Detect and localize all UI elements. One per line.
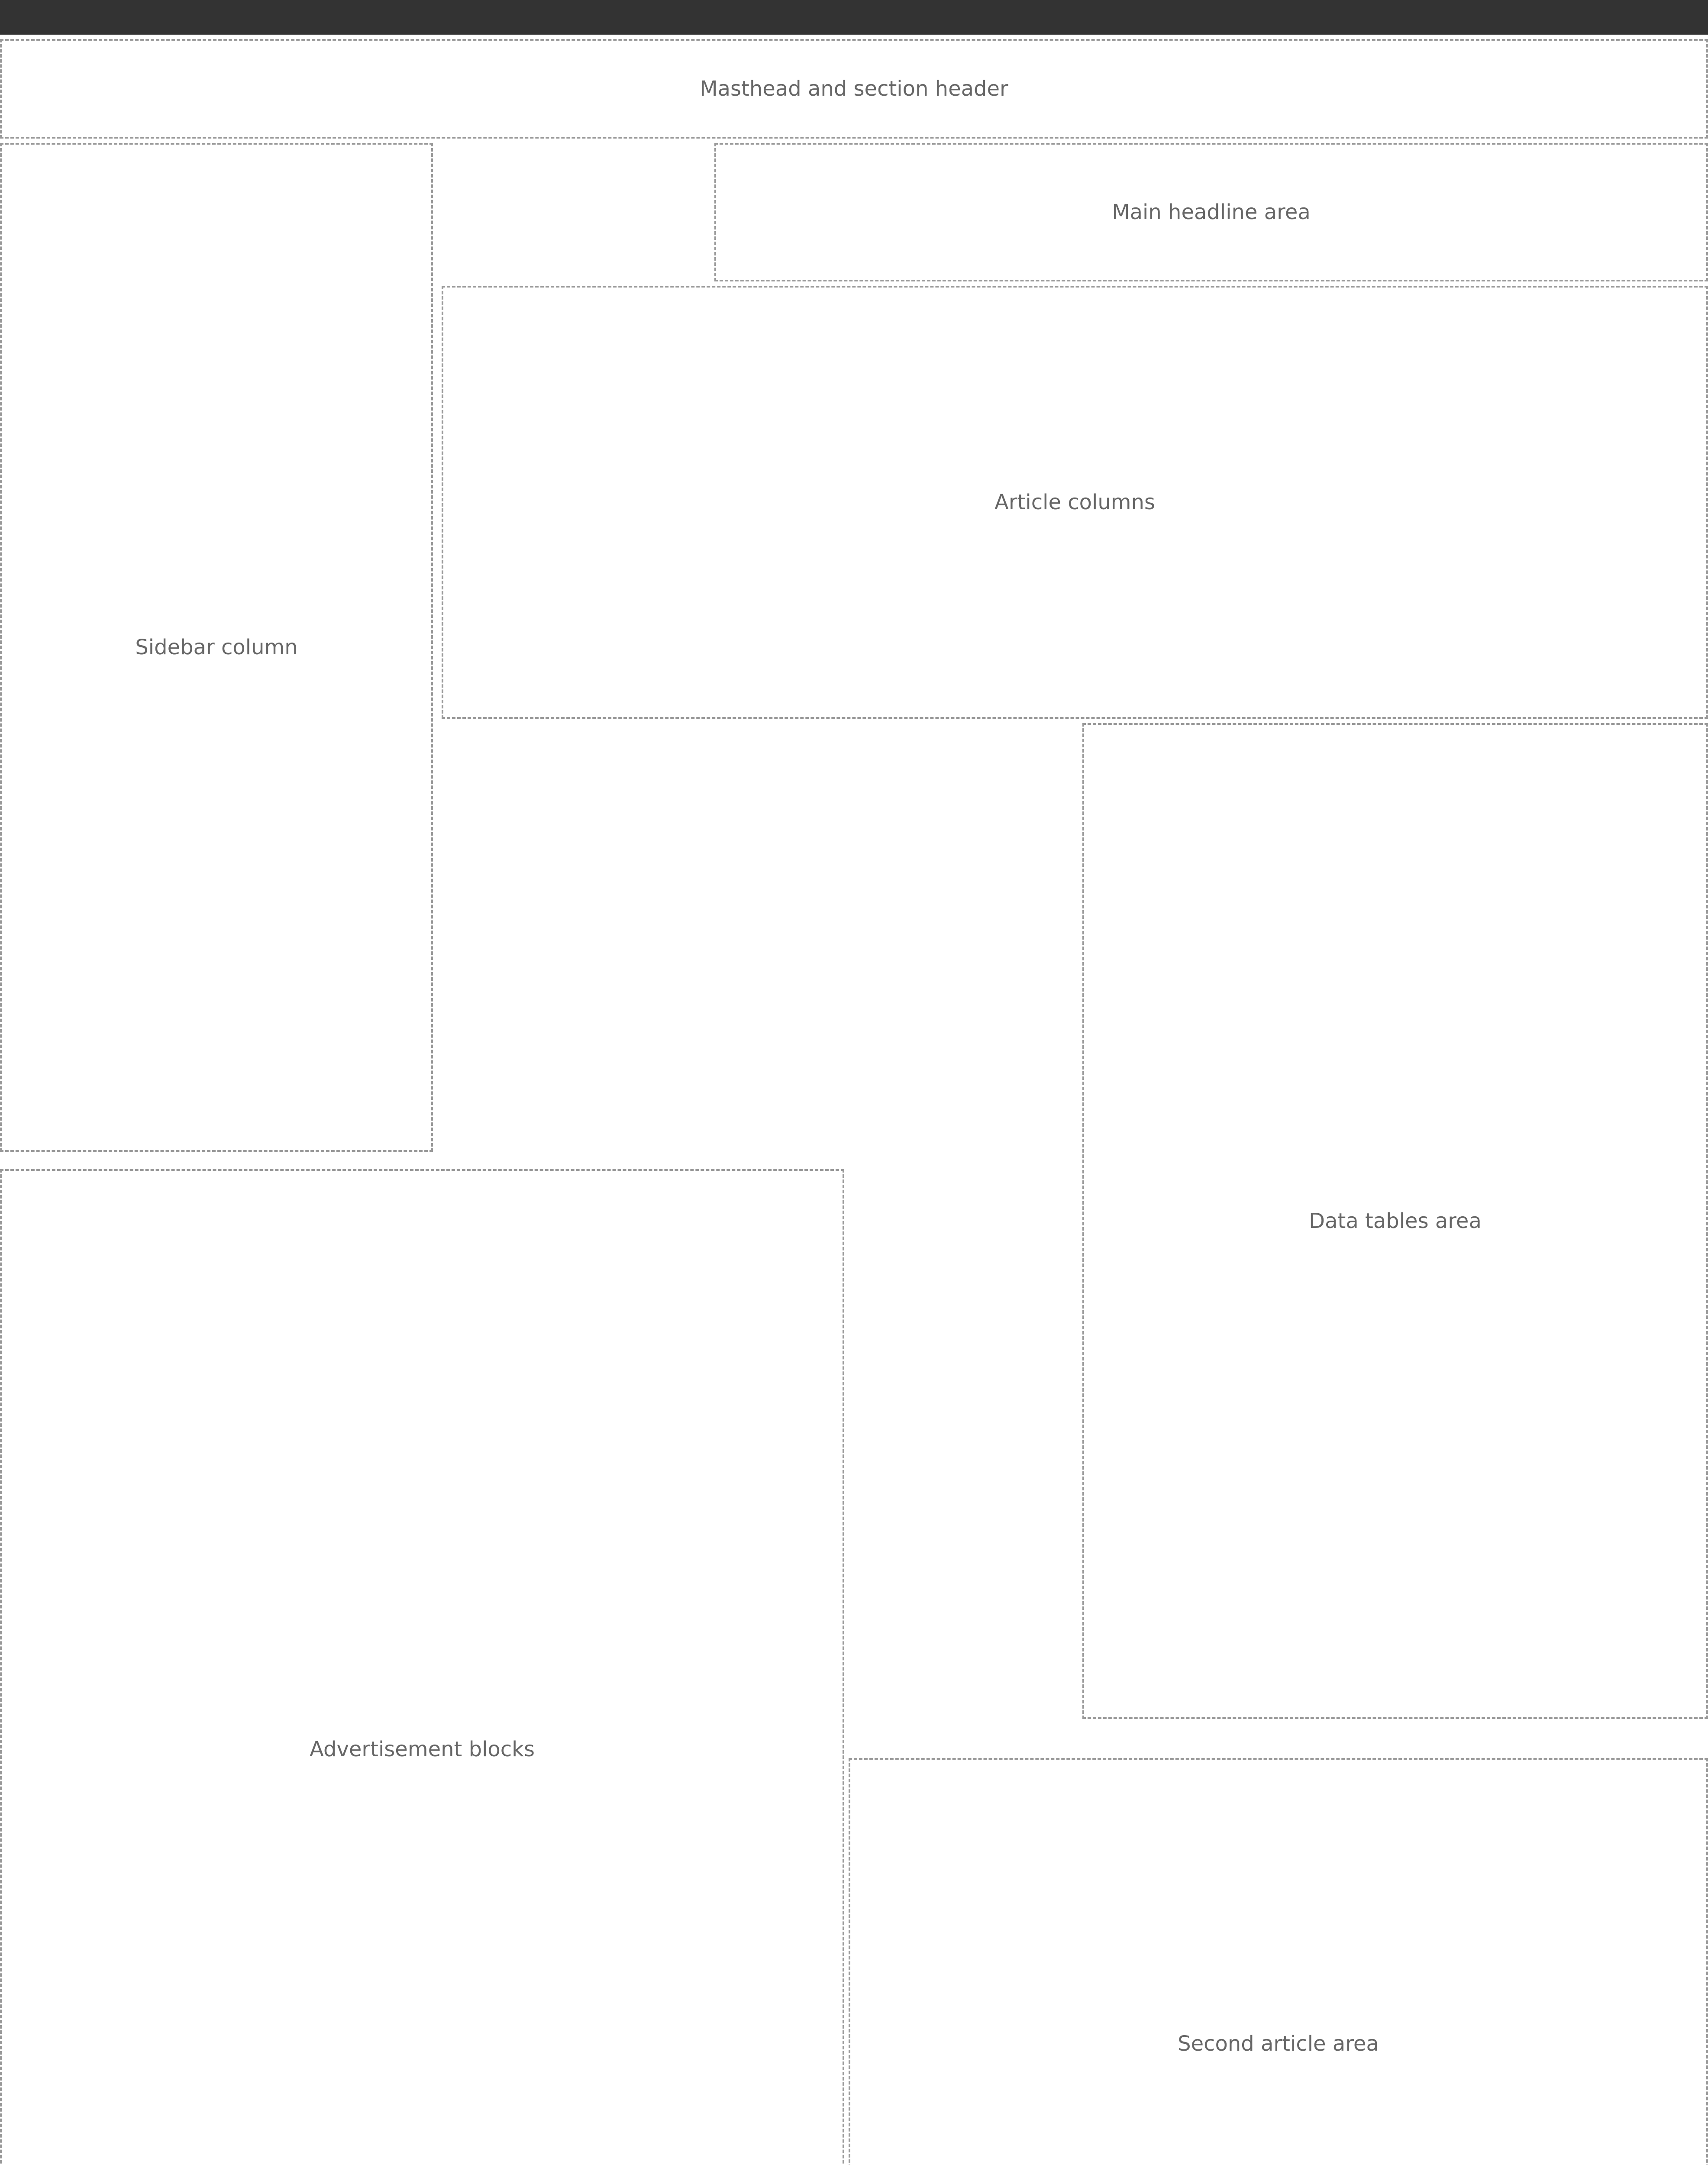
second-article-placeholder: Second article area [849, 1758, 1708, 2165]
headline-placeholder: Main headline area [714, 143, 1708, 281]
article-placeholder: Article columns [442, 286, 1708, 719]
masthead-placeholder: Masthead and section header [0, 39, 1708, 139]
sidebar-placeholder: Sidebar column [0, 143, 433, 1152]
top-bar [0, 0, 1708, 35]
tables-placeholder: Data tables area [1082, 723, 1708, 1719]
ads-placeholder: Advertisement blocks [0, 1169, 844, 2165]
